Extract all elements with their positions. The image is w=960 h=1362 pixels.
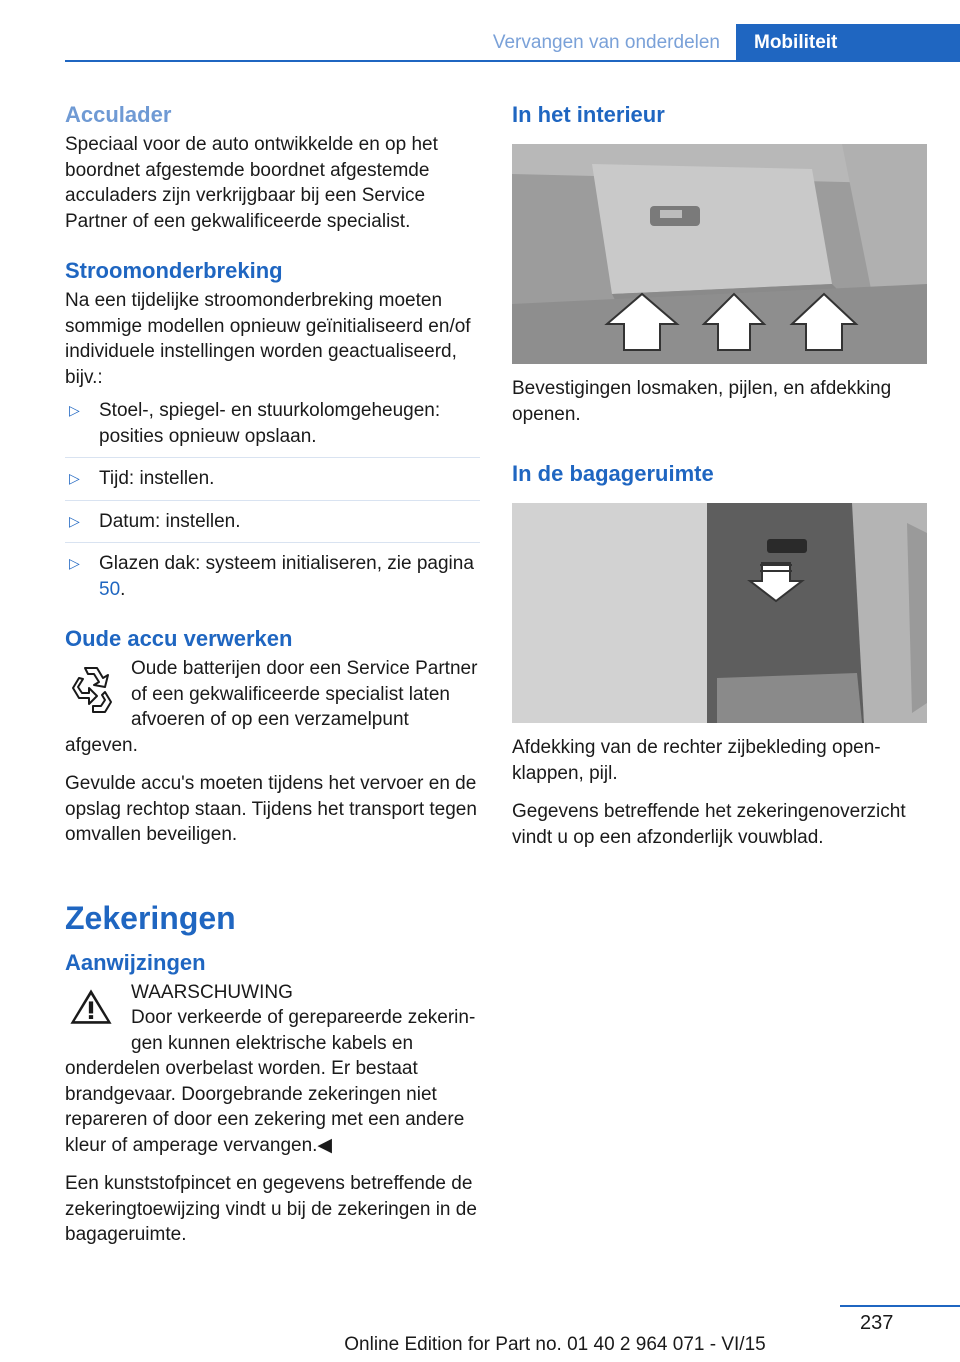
list-item: ▷ Tijd: instellen. (65, 466, 480, 501)
left-column (65, 100, 480, 1248)
page-number: 237 (860, 1312, 894, 1334)
acculader-heading: Acculader (65, 102, 172, 127)
zekeringenoverzicht-text: Gegevens betreffende het zekeringenoverzicht vindt u op een afzonderlijk vouwblad. (512, 801, 906, 848)
interieur-photo (512, 144, 927, 364)
interieur-heading: In het interieur (512, 102, 665, 127)
header-divider (65, 60, 960, 62)
warning-label: WAARSCHUWING (131, 981, 293, 1003)
header-section-title: Vervangen van onderdelen (492, 32, 720, 53)
aanwijzingen-heading: Aanwijzingen (65, 949, 206, 975)
acculader-text: Speciaal voor de auto ontwikkelde en op het boordnet afgestemde boordnet afgestemde acculaders zijn verkrijgbaar bij een Service Partner of een gekwalificeerde specialist. (65, 134, 438, 232)
right-column (512, 100, 932, 850)
bagageruimte-caption: Afdekking van de rechter zijbekleding openklappen, pijl. (512, 737, 881, 784)
list-item: ▷ Stoel-, spiegel- en stuurkolomgeheugen: posities opnieuw opslaan. (65, 398, 480, 458)
footer-edition: Online Edition for Part no. 01 40 2 964 071 - VI/15 (344, 1334, 766, 1355)
warning-text: Door verkeerde of gerepareerde zekeringen kunnen elektrische kabels en onderdelen overbelast worden. Er bestaat brandgevaar. Doorgebrande zekeringen niet repareren of door een zekering met een andere kleur of amperage vervangen.◀ (65, 1007, 476, 1156)
oude-accu-text: Oude batterijen door een Service Partner of een gekwalificeerde specialist laten afvoeren of op een verzamelpunt afgeven. (65, 658, 478, 756)
recycle-icon (65, 660, 117, 716)
footer-divider (840, 1305, 960, 1307)
list-item: ▷ Glazen dak: systeem initialiseren, zie pagina 50. (65, 551, 480, 610)
interieur-caption: Bevestigingen losmaken, pijlen, en afdekking openen. (512, 378, 892, 425)
header-chapter-tab[interactable]: Mobiliteit (736, 24, 960, 62)
bagageruimte-heading: In de bagageruimte (512, 461, 714, 486)
gevulde-accu-text: Gevulde accu's moeten tijdens het vervoer en de opslag rechtop staan. Tijdens het transport tegen omvallen beveiligen. (65, 773, 477, 845)
stroomonderbreking-text: Na een tijdelijke stroomonderbreking moeten sommige modellen opnieuw geïnitialiseerd en/of individuele instellingen worden geactualiseerd, bijv.: (65, 290, 471, 388)
bagageruimte-photo (512, 503, 927, 723)
recycle-note (65, 656, 480, 758)
warning-icon (65, 986, 117, 1034)
list-item: ▷ Datum: instellen. (65, 509, 480, 544)
page-link-50[interactable]: 50 (99, 578, 121, 600)
pincet-text: Een kunststofpincet en gegevens betreffende de zekeringtoewijzing vindt u bij de zekeringen in de bagageruimte. (65, 1173, 477, 1245)
stroomonderbreking-heading: Stroomonderbreking (65, 258, 283, 283)
zekeringen-heading: Zekeringen (65, 899, 236, 936)
warning-note (65, 980, 480, 1159)
stroomonderbreking-list (65, 398, 480, 610)
oude-accu-heading: Oude accu verwerken (65, 626, 293, 651)
